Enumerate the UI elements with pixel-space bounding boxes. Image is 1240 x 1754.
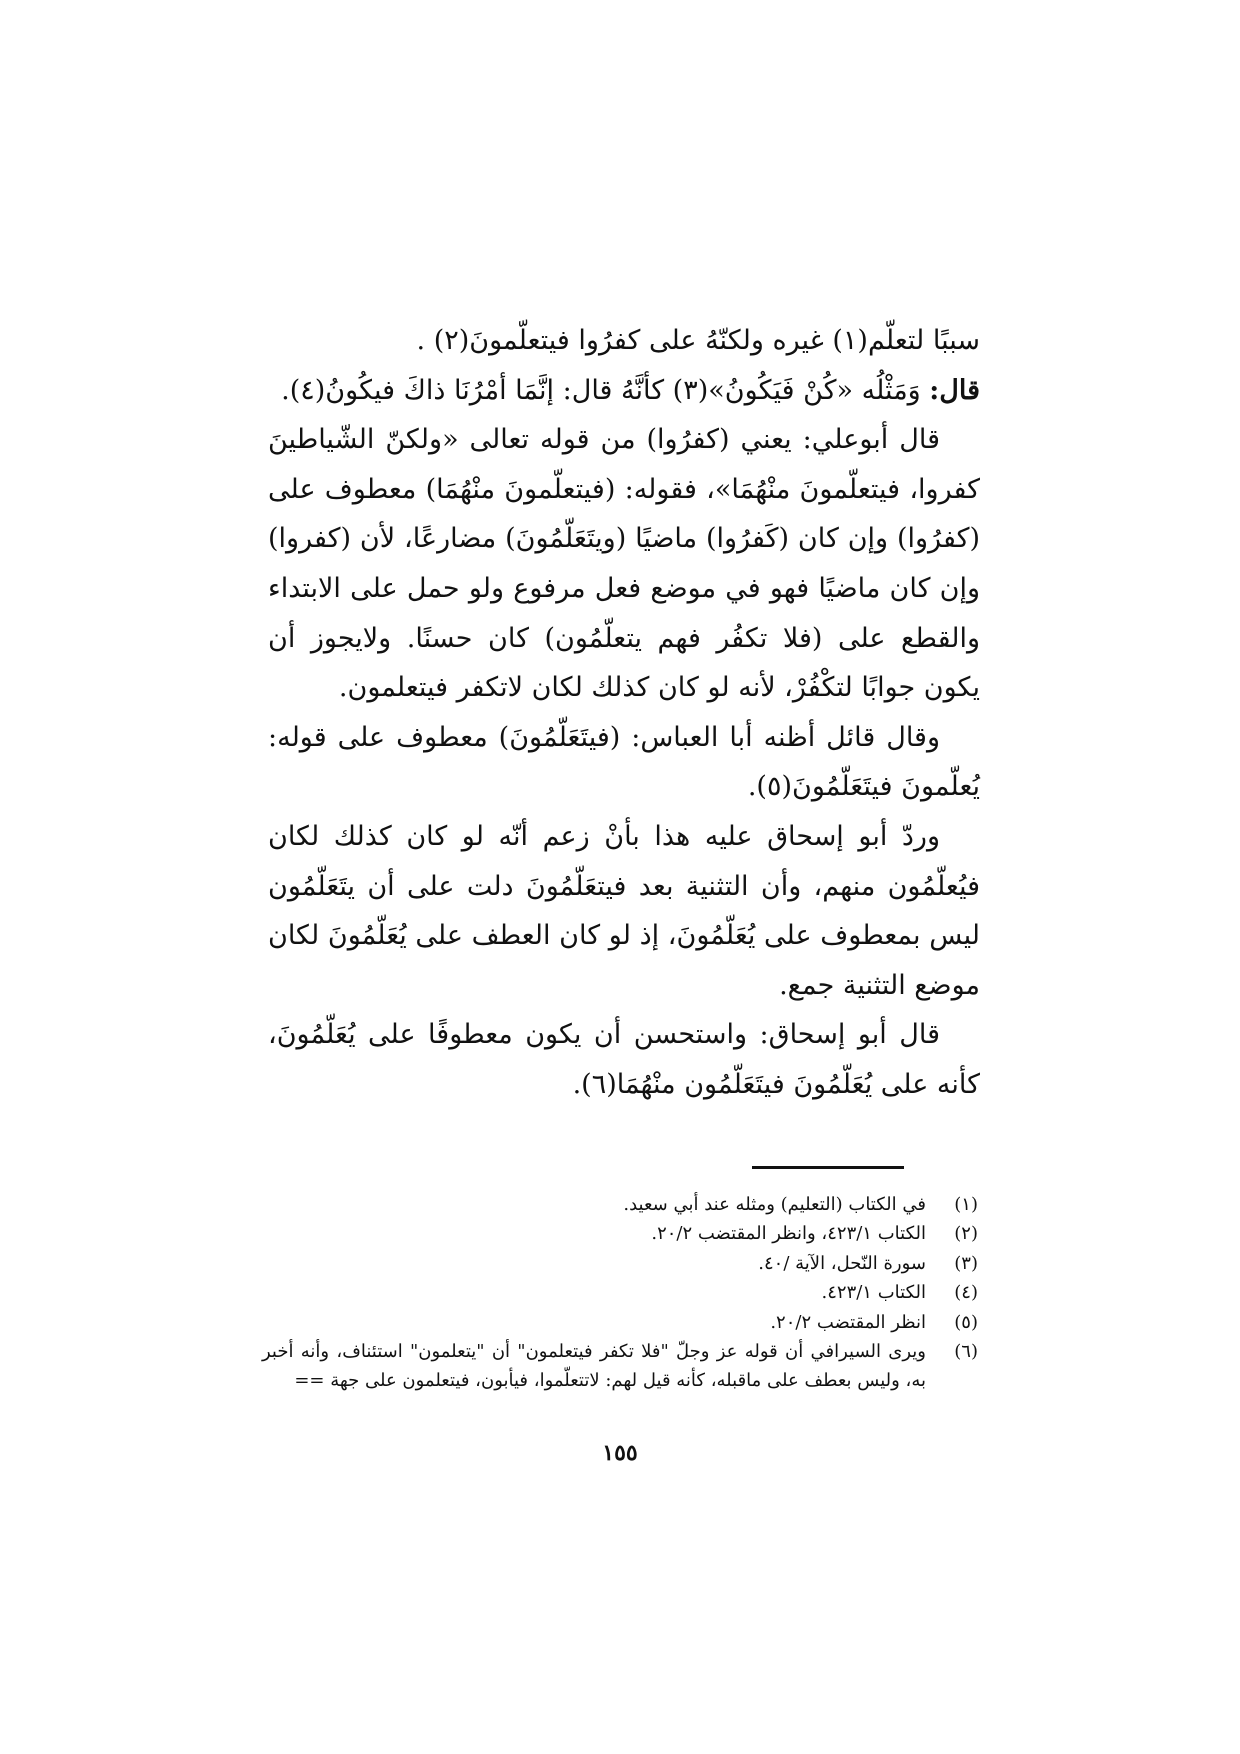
footnote-number: (٥) bbox=[954, 1311, 978, 1333]
paragraph-2-text: وَمَثْلُه «كُنْ فَيَكُونُ»(٣) كأنَّهُ قال: إنَّمَا أمْرُنَا ذاكَ فيكُونُ(٤). bbox=[281, 374, 930, 406]
footnote-item bbox=[262, 1278, 978, 1307]
footnote-number: (٣) bbox=[954, 1252, 978, 1274]
paragraph-2-lead: قال: bbox=[929, 374, 980, 406]
footnote-text: سورة النّحل، الآية /٤٠. bbox=[758, 1252, 926, 1274]
footnote-text: في الكتاب (التعليم) ومثله عند أبي سعيد. bbox=[623, 1194, 926, 1215]
paragraph-3-text: قال أبوعلي: يعني (كفرُوا) من قوله تعالى «ولكنّ الشّياطينَ كفروا، فيتعلّمونَ منْهُمَا»، فقوله: (فيتعلّمونَ منْهُمَا) معطوف على (كفرُوا) وإن كان (كَفرُوا) ماضيًا (ويتَعَلّمُونَ) مضارعًا، لأن (كفروا) وإن كان ماضيًا فهو في موضع فعل مرفوع ولو حمل على الابتداء والقطع على (فلا تكفُر فهم يتعلّمُون) كان حسنًا. ولايجوز أن يكون جوابًا لتكْفُرْ، لأنه لو كان كذلك لكان لاتكفر فيتعلمون. bbox=[268, 424, 980, 704]
footnote-divider bbox=[752, 1166, 904, 1169]
footnote-item bbox=[262, 1337, 978, 1396]
paragraph-2 bbox=[268, 366, 980, 416]
footnote-number: (١) bbox=[954, 1194, 978, 1215]
paragraph-4 bbox=[268, 713, 980, 812]
paragraph-4-text: وقال قائل أظنه أبا العباس: (فيتَعَلّمُونَ) معطوف على قوله: يُعلّمونَ فيتَعَلّمُونَ(٥). bbox=[268, 721, 980, 803]
footnote-number: (٤) bbox=[954, 1282, 978, 1304]
footnote-text: الكتاب ٤٢٣/١. bbox=[821, 1282, 926, 1304]
paragraph-5 bbox=[268, 812, 980, 1010]
footnotes bbox=[262, 1190, 978, 1396]
footnote-item bbox=[262, 1249, 978, 1278]
paragraph-5-text: وردّ أبو إسحاق عليه هذا بأنْ زعم أنّه لو كان كذلك لكان فيُعلّمُون منهم، وأن التثنية بعد فيتعَلّمُونَ دلت على أن يتَعَلّمُون ليس بمعطوف على يُعَلّمُونَ، إذ لو كان العطف على يُعَلّمُونَ لكان موضع التثنية جمع. bbox=[268, 820, 980, 1001]
footnote-item bbox=[262, 1219, 978, 1248]
footnote-text: ويرى السيرافي أن قوله عز وجلّ "فلا تكفر فيتعلمون" أن "يتعلمون" استئناف، وأنه أخبر به، وليس بعطف على ماقبله، كأنه قيل لهم: لاتتعلّموا، فيأبون، فيتعلمون على جهة == bbox=[262, 1341, 926, 1392]
footnote-text: الكتاب ٤٢٣/١، وانظر المقتضب ٢٠/٢. bbox=[651, 1223, 926, 1245]
paragraph-6-text: قال أبو إسحاق: واستحسن أن يكون معطوفًا على يُعَلّمُونَ، كأنه على يُعَلّمُونَ فيتَعَلّمُون منْهُمَا(٦). bbox=[268, 1019, 980, 1100]
footnote-number: (٢) bbox=[954, 1223, 978, 1245]
paragraph-3 bbox=[268, 415, 980, 713]
footnote-number: (٦) bbox=[954, 1341, 978, 1363]
paragraph-1 bbox=[268, 316, 980, 366]
footnote-text: انظر المقتضب ٢٠/٢. bbox=[770, 1311, 926, 1333]
page-number: ١٥٥ bbox=[602, 1440, 638, 1466]
footnote-item bbox=[262, 1190, 978, 1219]
footnote-item bbox=[262, 1308, 978, 1337]
paragraph-1-text: سببًا لتعلّم(١) غيره ولكنّهُ على كفرُوا فيتعلّمونَ(٢) . bbox=[416, 325, 980, 356]
paragraph-6 bbox=[268, 1010, 980, 1109]
main-text bbox=[268, 316, 980, 1110]
